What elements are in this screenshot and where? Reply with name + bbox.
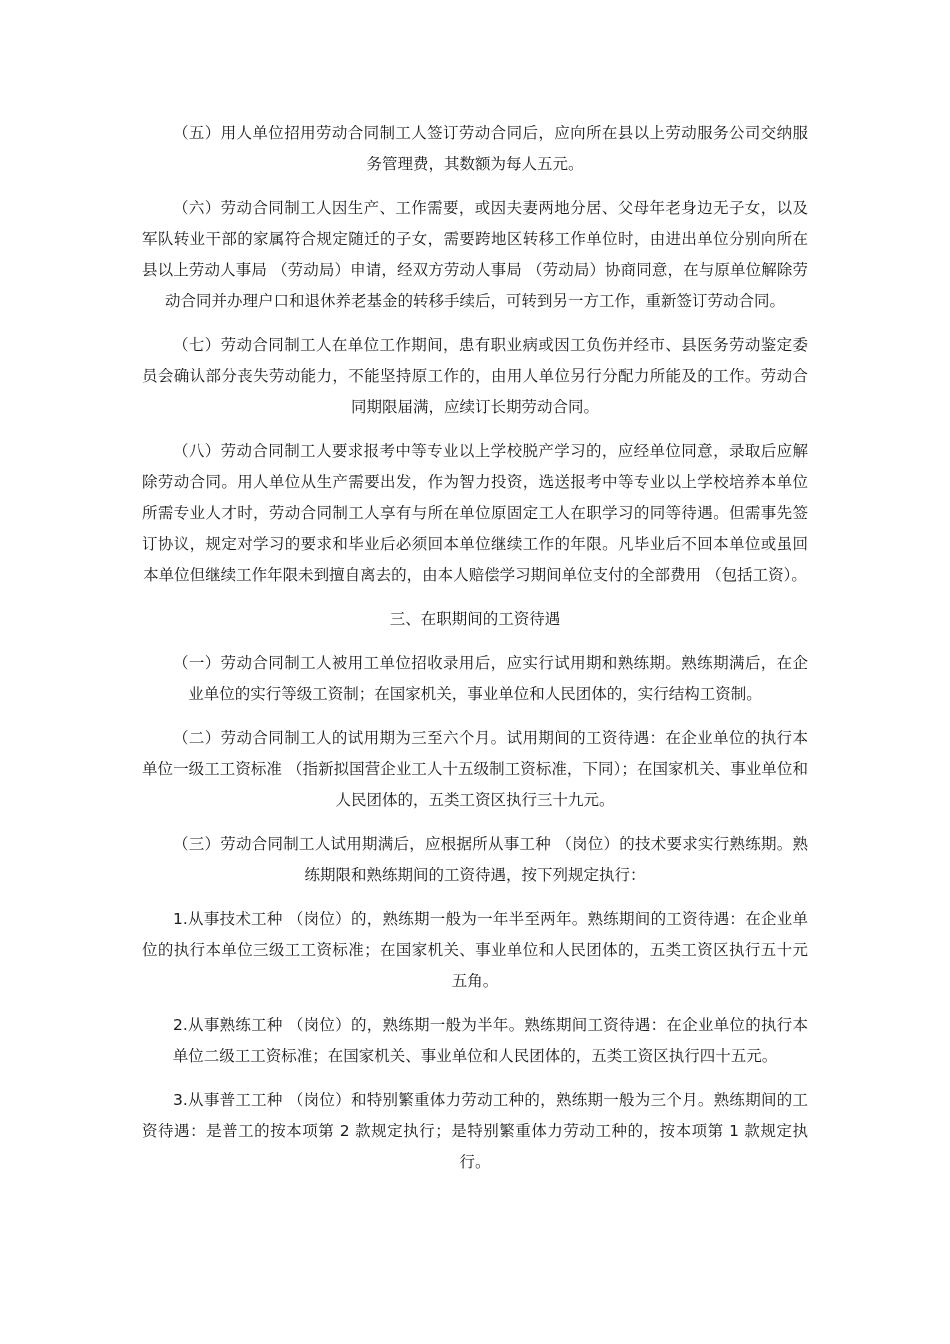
section-paragraph-2: （二）劳动合同制工人的试用期为三至六个月。试用期间的工资待遇：在企业单位的执行本单位一级工工资标准 （指新拟国营企业工人十五级制工资标准，下同）；在国家机关、事业单位和人民团体的，五类工资区执行三十九元。 <box>142 729 808 809</box>
document-page <box>142 118 808 1191</box>
section-paragraph-1: （一）劳动合同制工人被用工单位招收录用后，应实行试用期和熟练期。熟练期满后，在企业单位的实行等级工资制；在国家机关，事业单位和人民团体的，实行结构工资制。 <box>173 654 808 703</box>
paragraph-item-6: （六）劳动合同制工人因生产、工作需要，或因夫妻两地分居、父母年老身边无子女，以及军队转业干部的家属符合规定随迁的子女，需要跨地区转移工作单位时，由进出单位分别向所在县以上劳动人事局 （劳动局）申请，经双方劳动人事局 （劳动局）协商同意，在与原单位解除劳动合同并办理户口和退休养老基金的转移手续后，可转到另一方工作，重新签订劳动合同。 <box>142 199 808 310</box>
section-heading: 三、在职期间的工资待遇 <box>389 610 561 628</box>
paragraph-item-8: （八）劳动合同制工人要求报考中等专业以上学校脱产学习的，应经单位同意，录取后应解除劳动合同。用人单位从生产需要出发，作为智力投资，选送报考中等专业以上学校培养本单位所需专业人才时，劳动合同制工人享有与所在单位原固定工人在职学习的同等待遇。但需事先签订协议，规定对学习的要求和毕业后必须回本单位继续工作的年限。凡毕业后不回本单位或虽回本单位但继续工作年限未到擅自离去的，由本人赔偿学习期间单位支付的全部费用 （包括工资）。 <box>142 442 808 584</box>
subitem-2: 2.从事熟练工种 （岗位）的，熟练期一般为半年。熟练期间工资待遇：在企业单位的执行本单位二级工工资标准；在国家机关、事业单位和人民团体的，五类工资区执行四十五元。 <box>172 1016 808 1065</box>
paragraph-item-7: （七）劳动合同制工人在单位工作期间，患有职业病或因工负伤并经市、县医务劳动鉴定委员会确认部分丧失劳动能力，不能坚持原工作的，由用人单位另行分配力所能及的工作。劳动合同期限届满，应续订长期劳动合同。 <box>142 336 808 416</box>
subitem-3: 3.从事普工工种 （岗位）和特别繁重体力劳动工种的，熟练期一般为三个月。熟练期间的工资待遇：是普工的按本项第 2 款规定执行；是特别繁重体力劳动工种的，按本项第 1 款规定执行。 <box>142 1091 808 1171</box>
section-paragraph-3: （三）劳动合同制工人试用期满后，应根据所从事工种 （岗位）的技术要求实行熟练期。熟练期限和熟练期间的工资待遇，按下列规定执行： <box>173 835 808 884</box>
paragraph-item-5: （五）用人单位招用劳动合同制工人签订劳动合同后，应向所在县以上劳动服务公司交纳服务管理费，其数额为每人五元。 <box>173 124 808 173</box>
subitem-1: 1.从事技术工种 （岗位）的，熟练期一般为一年半至两年。熟练期间的工资待遇：在企业单位的执行本单位三级工工资标准；在国家机关、事业单位和人民团体的，五类工资区执行五十元五角。 <box>142 910 808 990</box>
